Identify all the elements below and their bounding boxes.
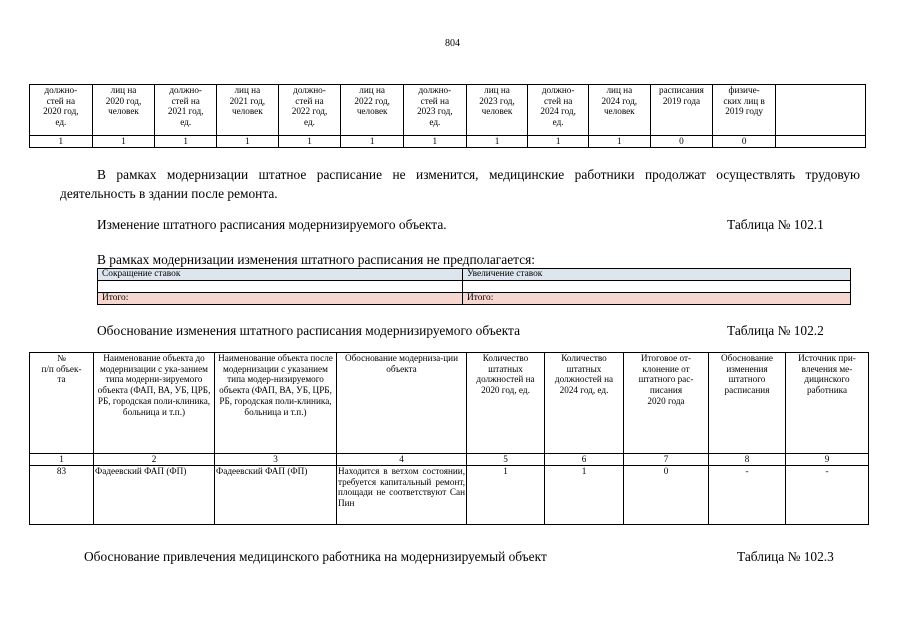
column-header: Наименование объекта до модернизации с ука-занием типа модерни-зируемого объекта (ФАП, ВА, УБ, ЦРБ, РБ, городская поли-клиника, больница и т.п.) bbox=[94, 353, 215, 454]
column-header: должно- стей на 2021 год, ед. bbox=[155, 85, 217, 136]
change-justification: - bbox=[709, 466, 786, 525]
column-number: 6 bbox=[545, 454, 624, 466]
header-reduction: Сокращение ставок bbox=[98, 269, 463, 281]
table-cell: 0 bbox=[650, 136, 713, 148]
column-number: 1 bbox=[30, 454, 94, 466]
column-header: Обоснование изменения штатного расписания bbox=[709, 353, 786, 454]
table-cell bbox=[775, 136, 865, 148]
table-cell: 1 bbox=[278, 136, 341, 148]
column-header: Источник при-влечения ме-дицинского работника bbox=[786, 353, 869, 454]
column-number: 3 bbox=[215, 454, 337, 466]
table-cell: 1 bbox=[588, 136, 650, 148]
column-number: 2 bbox=[94, 454, 215, 466]
total-reduction: Итого: bbox=[98, 293, 463, 305]
empty-cell bbox=[463, 281, 851, 293]
column-header: Количество штатных должностей на 2024 год, ед. bbox=[545, 353, 624, 454]
staff-2020: 1 bbox=[467, 466, 545, 525]
staff-2024: 1 bbox=[545, 466, 624, 525]
total-increase: Итого: bbox=[463, 293, 851, 305]
row-number: 83 bbox=[30, 466, 94, 525]
column-header: лиц на 2024 год, человек bbox=[588, 85, 650, 136]
rate-change-table bbox=[97, 268, 851, 305]
table-label-102-1: Таблица № 102.1 bbox=[727, 217, 824, 232]
object-before: Фадеевский ФАП (ФП) bbox=[94, 466, 215, 525]
column-header: Количество штатных должностей на 2020 год, ед. bbox=[467, 353, 545, 454]
column-header: лиц на 2023 год, человек bbox=[466, 85, 528, 136]
column-header: должно- стей на 2024 год, ед. bbox=[528, 85, 589, 136]
column-number: 4 bbox=[337, 454, 467, 466]
table-cell: 1 bbox=[466, 136, 528, 148]
table-cell: 1 bbox=[528, 136, 589, 148]
column-header bbox=[775, 85, 865, 136]
table-label-102-3: Таблица № 102.3 bbox=[737, 549, 834, 564]
section-title-staffing-change: Изменение штатного расписания модернизируемого объекта. bbox=[97, 217, 447, 232]
column-header: № п/п объек- та bbox=[30, 353, 94, 454]
modernization-reason: Находится в ветхом состоянии, требуется капитальный ремонт, площади не соответствуют Сан Пин bbox=[337, 466, 467, 525]
column-header: лиц на 2021 год, человек bbox=[217, 85, 279, 136]
deviation: 0 bbox=[624, 466, 709, 525]
page-number: 804 bbox=[445, 38, 460, 49]
column-number: 9 bbox=[786, 454, 869, 466]
section-title-justification: Обоснование изменения штатного расписания модернизируемого объекта bbox=[97, 323, 521, 338]
table-label-102-2: Таблица № 102.2 bbox=[727, 323, 824, 338]
object-after: Фадеевский ФАП (ФП) bbox=[215, 466, 337, 525]
worker-source: - bbox=[786, 466, 869, 525]
column-header: лиц на 2022 год, человек bbox=[341, 85, 404, 136]
staffing-forecast-table bbox=[29, 84, 866, 148]
column-header: расписания 2019 года bbox=[650, 85, 713, 136]
column-header: Наименование объекта после модернизации с указанием типа модер-низируемого объекта (ФАП, ВА, УБ, ЦРБ, РБ, городская поли-клиника, больница и т.п.) bbox=[215, 353, 337, 454]
section-title-attraction: Обоснование привлечения медицинского работника на модернизируемый объект bbox=[84, 549, 547, 564]
no-change-statement: В рамках модернизации изменения штатного расписания не предполагается: bbox=[97, 252, 536, 267]
column-header: лиц на 2020 год, человек bbox=[92, 85, 155, 136]
column-header: должно- стей на 2023 год, ед. bbox=[404, 85, 467, 136]
table-cell: 0 bbox=[713, 136, 776, 148]
column-number: 8 bbox=[709, 454, 786, 466]
column-number: 5 bbox=[467, 454, 545, 466]
table-cell: 1 bbox=[155, 136, 217, 148]
paragraph-staffing-unchanged: В рамках модернизации штатное расписание не изменится, медицинские работники продолжат осуществлять трудовую деятельность в здании после ремонта. bbox=[60, 167, 860, 201]
table-cell: 1 bbox=[404, 136, 467, 148]
table-cell: 1 bbox=[30, 136, 93, 148]
table-cell: 1 bbox=[341, 136, 404, 148]
column-header: должно- стей на 2022 год, ед. bbox=[278, 85, 341, 136]
empty-cell bbox=[98, 281, 463, 293]
column-header: должно- стей на 2020 год, ед. bbox=[30, 85, 93, 136]
column-header: Обоснование модерниза-ции объекта bbox=[337, 353, 467, 454]
header-increase: Увеличение ставок bbox=[463, 269, 851, 281]
column-number: 7 bbox=[624, 454, 709, 466]
column-header: физиче- ских лиц в 2019 году bbox=[713, 85, 776, 136]
table-cell: 1 bbox=[92, 136, 155, 148]
column-header: Итоговое от-клонение от штатного рас-писания 2020 года bbox=[624, 353, 709, 454]
table-cell: 1 bbox=[217, 136, 279, 148]
justification-table bbox=[29, 352, 869, 525]
